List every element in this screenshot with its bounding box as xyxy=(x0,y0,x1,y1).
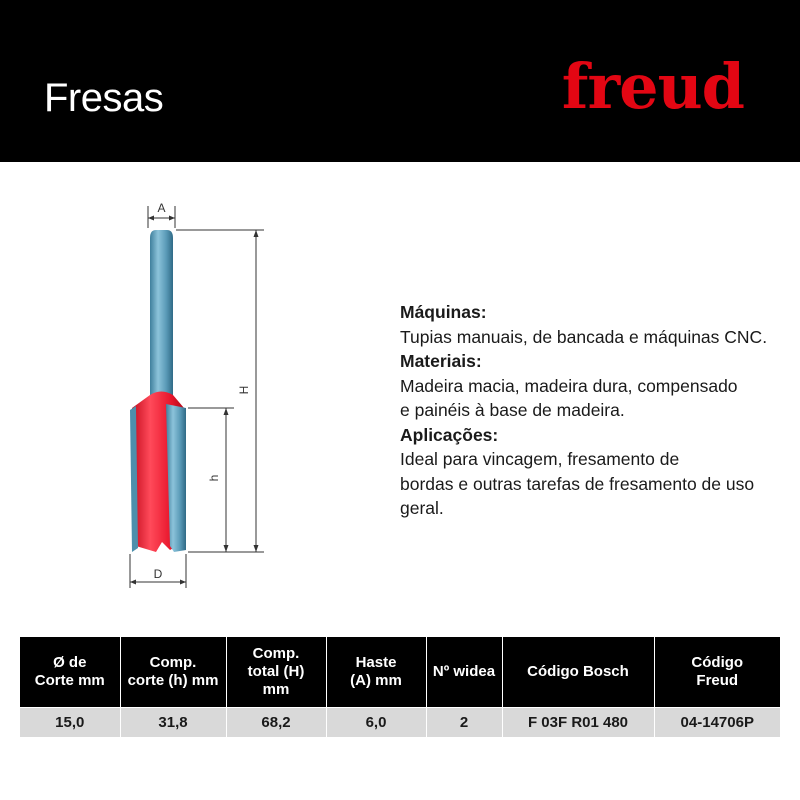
col-header-freud-code: Código Freud xyxy=(654,637,780,707)
shank xyxy=(150,230,173,402)
cell-diameter: 15,0 xyxy=(20,707,120,737)
router-bit-drawing xyxy=(110,190,290,600)
spec-maquinas xyxy=(400,300,790,349)
label-h-total: H xyxy=(237,385,251,395)
cell-widea: 2 xyxy=(426,707,502,737)
cell-shank: 6,0 xyxy=(326,707,426,737)
cell-freud-code: 04-14706P xyxy=(654,707,780,737)
spec-aplicacoes xyxy=(400,423,790,521)
spec-line: Ideal para vincagem, fresamento de xyxy=(400,449,680,469)
spec-heading: Materiais: xyxy=(400,351,482,371)
cell-total-length: 68,2 xyxy=(226,707,326,737)
header-bar xyxy=(0,0,800,162)
page-title: Fresas xyxy=(44,76,164,120)
col-header-shank: Haste (A) mm xyxy=(326,637,426,707)
col-header-cut-length: Comp. corte (h) mm xyxy=(120,637,226,707)
label-h-cut: h xyxy=(207,474,221,482)
cell-bosch-code: F 03F R01 480 xyxy=(502,707,654,737)
col-header-total-length: Comp. total (H) mm xyxy=(226,637,326,707)
table-header-row xyxy=(20,637,780,707)
spec-line: Tupias manuais, de bancada e máquinas CNC. xyxy=(400,326,768,347)
cell-cut-length: 31,8 xyxy=(120,707,226,737)
spec-materiais xyxy=(400,349,790,423)
table-row xyxy=(20,707,780,737)
label-a: A xyxy=(157,201,166,215)
spec-line: Madeira macia, madeira dura, compensado xyxy=(400,375,738,396)
spec-line: e painéis à base de madeira. xyxy=(400,400,625,420)
spec-heading: Máquinas: xyxy=(400,302,487,322)
spec-line: geral. xyxy=(400,498,444,518)
col-header-diameter: Ø de Corte mm xyxy=(20,637,120,707)
specs-block xyxy=(400,300,790,521)
col-header-widea: Nº widea xyxy=(426,637,502,707)
freud-logo: freud xyxy=(561,50,744,123)
product-table xyxy=(20,637,780,737)
spec-line: bordas e outras tarefas de fresamento de uso xyxy=(400,473,755,494)
label-d: D xyxy=(153,567,163,581)
col-header-bosch-code: Código Bosch xyxy=(502,637,654,707)
spec-heading: Aplicações: xyxy=(400,424,499,445)
